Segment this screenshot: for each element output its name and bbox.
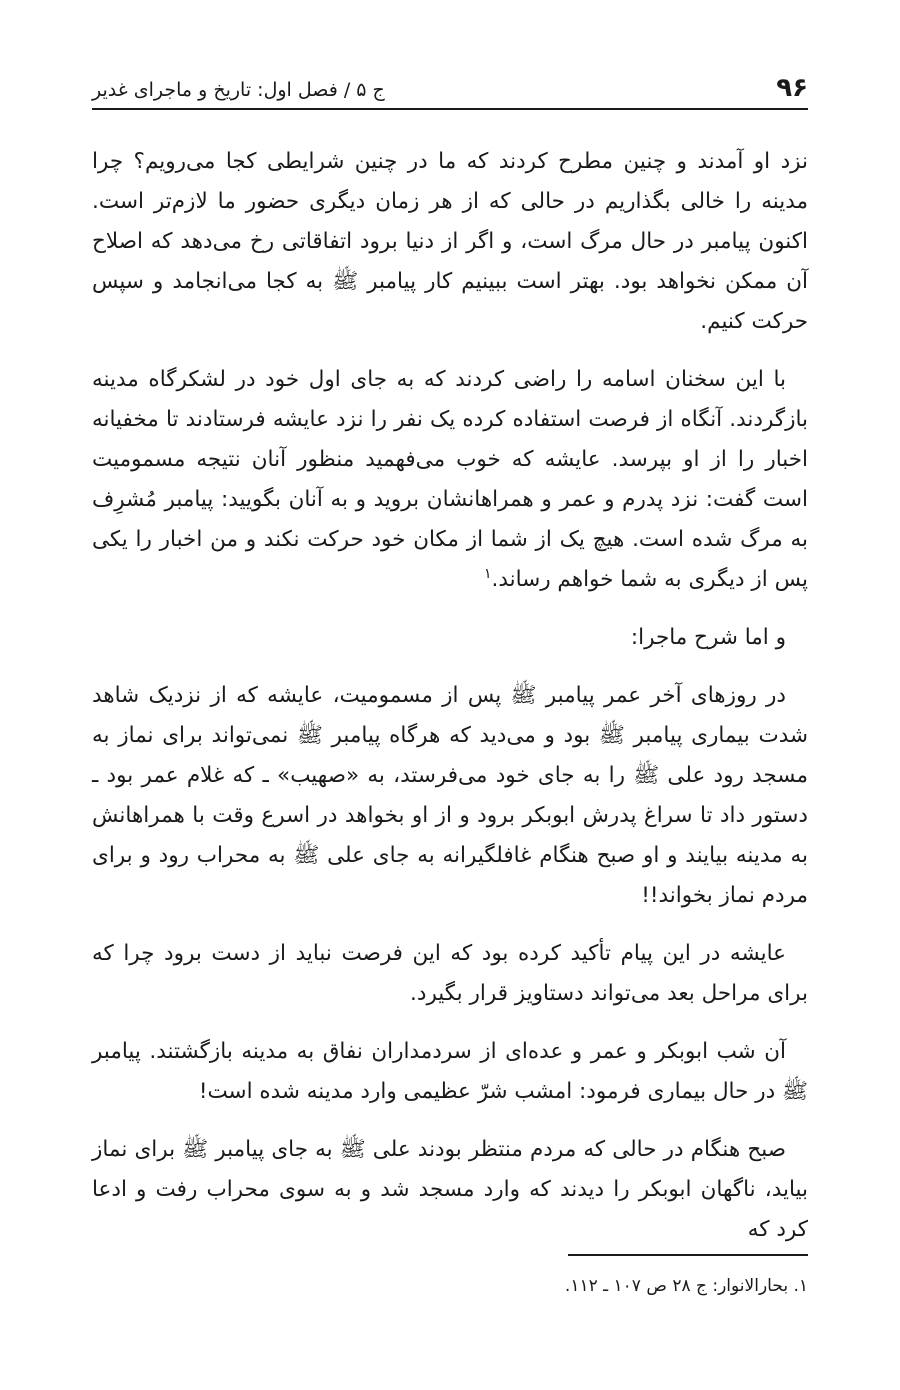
paragraph-4-text: در روزهای آخر عمر پیامبر ﷺ پس از مسمومیت، عایشه که از نزدیک شاهد شدت بیماری پیامبر ﷺ بود و می‌دید که هرگاه پیامبر ﷺ نمی‌تواند برای نماز به مسجد رود علی ﷺ را به جای خود می‌فرستد، به «صهیب» ـ که غلام عمر بود ـ دستور داد تا سراغ پدرش ابوبکر برود و از او بخواهد در اسرع وقت با همراهانش به مدینه بیایند و او صبح هنگام غافلگیرانه به جای علی ﷺ به محراب رود و برای مردم نماز بخواند!! bbox=[92, 683, 808, 908]
paragraph-5 bbox=[92, 934, 808, 1014]
paragraph-3 bbox=[92, 618, 808, 658]
paragraph-5-text: عایشه در این پیام تأکید کرده بود که این فرصت نباید از دست برود چرا که برای مراحل بعد می‌تواند دستاویز قرار بگیرد. bbox=[92, 941, 808, 1006]
footnote-reference[interactable]: ۱ bbox=[484, 565, 492, 582]
page-header bbox=[92, 72, 808, 110]
paragraph-1-text: نزد او آمدند و چنین مطرح کردند که ما در چنین شرایطی کجا می‌رویم؟ چرا مدینه را خالی بگذاریم در حالی که از هر زمان دیگری حضور ما لازم‌تر است. اکنون پیامبر در حال مرگ است، و اگر از دنیا برود اتفاقاتی رخ می‌دهد که اصلاح آن ممکن نخواهد بود. بهتر است ببینیم کار پیامبر ﷺ به کجا می‌انجامد و سپس حرکت کنیم. bbox=[92, 149, 808, 334]
paragraph-4 bbox=[92, 676, 808, 916]
paragraph-6 bbox=[92, 1032, 808, 1112]
paragraph-7-text: صبح هنگام در حالی که مردم منتظر بودند علی ﷺ به جای پیامبر ﷺ برای نماز بیاید، ناگهان ابوبکر را دیدند که وارد مسجد شد و به سوی محراب رفت و ادعا کرد که bbox=[92, 1137, 808, 1242]
paragraph-2 bbox=[92, 360, 808, 600]
footnote: ۱. بحارالانوار: ج ۲۸ ص ۱۰۷ ـ ۱۱۲. bbox=[564, 1276, 808, 1296]
page-number: ۹۶ bbox=[776, 73, 808, 103]
paragraph-2-text: با این سخنان اسامه را راضی کردند که به جای اول خود در لشکرگاه مدینه بازگردند. آنگاه از فرصت استفاده کرده یک نفر را نزد عایشه فرستادند تا مخفیانه اخبار را از او بپرسد. عایشه که خوب می‌فهمید منظور آنان نتیجه مسمومیت است گفت: نزد پدرم و عمر و همراهانشان بروید و به آنان بگویید: پیامبر مُشرِف به مرگ شده است. هیچ یک از شما از مکان خود حرکت نکند و من اخبار را یکی پس از دیگری به شما خواهم رساند. bbox=[92, 367, 808, 592]
paragraph-6-text: آن شب ابوبکر و عمر و عده‌ای از سردمداران نفاق به مدینه بازگشتند. پیامبر ﷺ در حال بیماری فرمود: امشب شرّ عظیمی وارد مدینه شده است! bbox=[92, 1039, 808, 1104]
paragraph-1 bbox=[92, 142, 808, 342]
paragraph-7 bbox=[92, 1130, 808, 1250]
running-head: ج ۵ / فصل اول: تاریخ و ماجرای غدیر bbox=[92, 79, 385, 101]
body-text bbox=[92, 142, 808, 1268]
footnote-divider bbox=[568, 1254, 808, 1256]
paragraph-3-text: و اما شرح ماجرا: bbox=[630, 625, 786, 650]
